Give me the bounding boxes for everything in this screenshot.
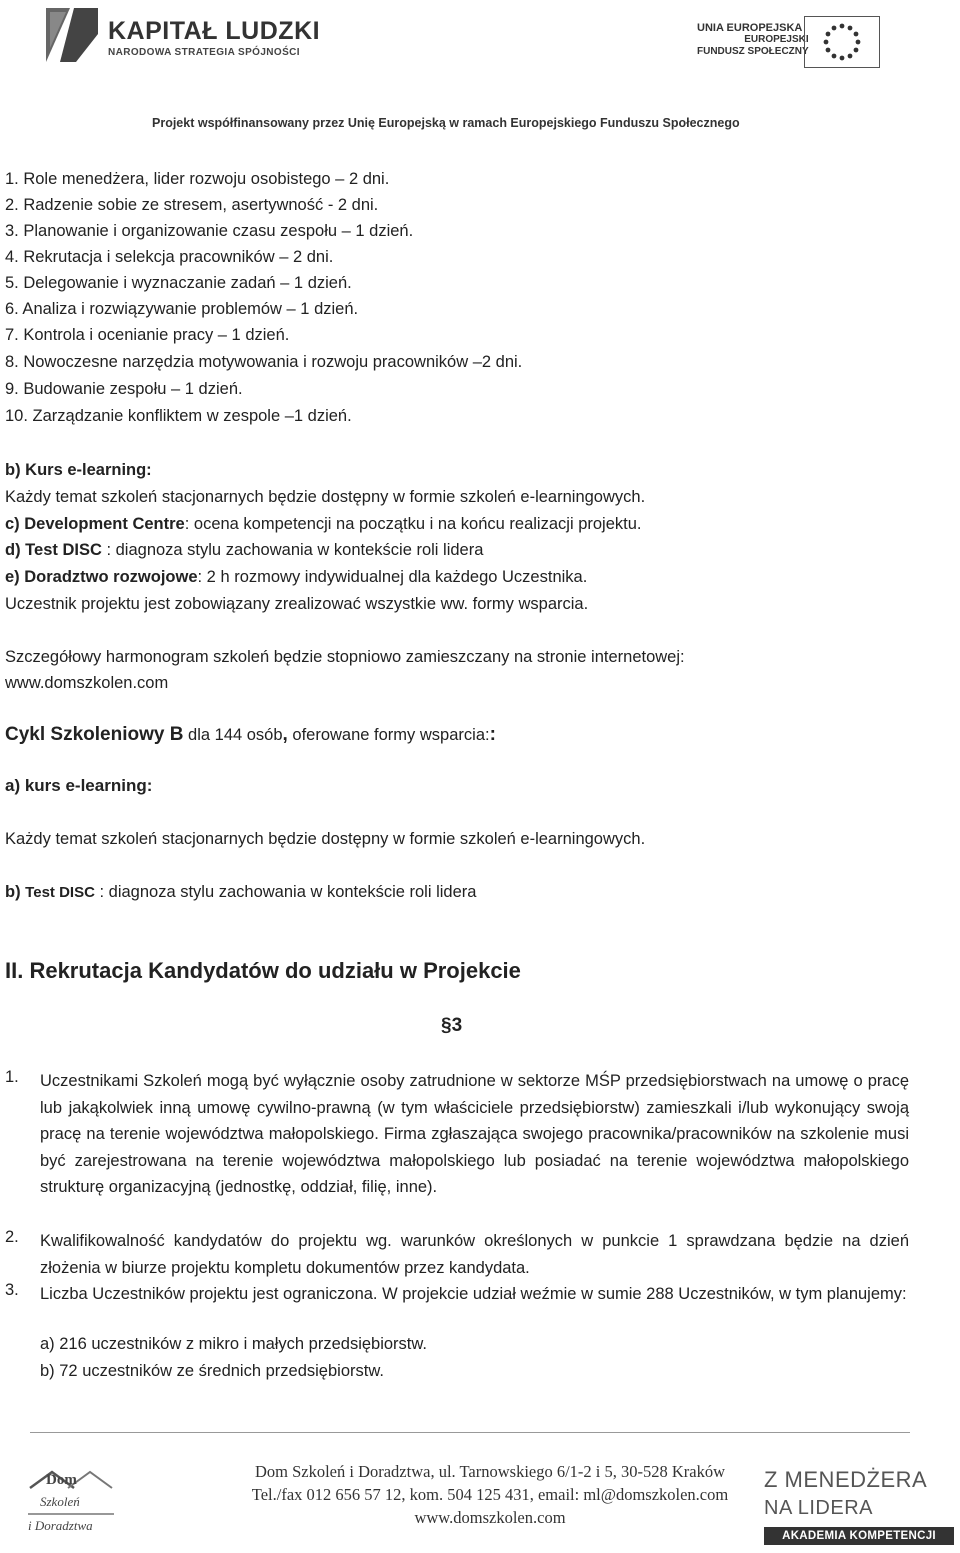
elearning-description: Każdy temat szkoleń stacjonarnych będzie dostępny w formie szkoleń e-learningowych.: [5, 488, 646, 506]
coaching-text: : 2 h rozmowy indywidualnej dla każdego Uczestnika.: [197, 568, 588, 586]
section-ii-heading: II. Rekrutacja Kandydatów do udziału w Projekcie: [5, 958, 521, 983]
website-link[interactable]: www.domszkolen.com: [5, 674, 169, 692]
topic-item: 3. Planowanie i organizowanie czasu zespołu – 1 dzień.: [5, 222, 414, 240]
cycle-b-title-comma: ,: [282, 724, 288, 745]
footer-address: Dom Szkoleń i Doradztwa, ul. Tarnowskiego 6/1-2 i 5, 30-528 Kraków: [254, 1462, 726, 1481]
test-disc-label: d) Test DISC: [5, 541, 102, 559]
coaching-line: [5, 568, 587, 587]
schedule-text: Szczegółowy harmonogram szkoleń będzie stopniowo zamieszczany na stronie internetowej:: [5, 648, 685, 666]
eu-label: [697, 22, 809, 58]
page-header: [0, 0, 960, 140]
list-item-number: 3.: [5, 1281, 19, 1299]
eu-flag-icon: [804, 16, 880, 68]
eu-label-line2: EUROPEJSKI: [744, 34, 809, 45]
paragraph-sign: §3: [441, 1015, 463, 1036]
test-disc-line: [5, 541, 483, 560]
cycle-b-title-count: dla 144 osób: [183, 726, 283, 744]
elearning-label: b) Kurs e-learning:: [5, 461, 152, 479]
kapital-ludzki-logo-icon: [40, 4, 102, 66]
cycle-b-disc-text: : diagnoza stylu zachowania w kontekście roli lidera: [94, 883, 477, 901]
cycle-b-title: [5, 724, 496, 746]
project-funding-line: Projekt współfinansowany przez Unię Europejską w ramach Europejskiego Funduszu Społecznego: [152, 116, 740, 130]
list-item-number: 2.: [5, 1228, 19, 1246]
cycle-b-disc-label: Test DISC: [25, 884, 95, 901]
list-item-text: Liczba Uczestników projektu jest ograniczona. W projekcie udział weźmie w sumie 288 Uczestników, w tym planujemy:: [40, 1285, 907, 1303]
zm-logo-line3: AKADEMIA KOMPETENCJI: [764, 1527, 954, 1545]
list-item-text: Kwalifikowalność kandydatów do projektu wg. warunków określonych w punkcie 1 sprawdzana będzie na dzień złożenia w biurze projektu kompletu dokumentów przez kandydata.: [40, 1232, 909, 1277]
development-centre-label: c) Development Centre: [5, 515, 185, 533]
eu-label-line3: FUNDUSZ SPOŁECZNY: [697, 46, 809, 57]
coaching-label: e) Doradztwo rozwojowe: [5, 568, 198, 586]
topic-item: 1. Role menedżera, lider rozwoju osobistego – 2 dni.: [5, 170, 390, 188]
footer-phone-email: Tel./fax 012 656 57 12, kom. 504 125 431, email: ml@domszkolen.com: [251, 1485, 729, 1504]
obligation-text: Uczestnik projektu jest zobowiązany zrealizować wszystkie ww. formy wsparcia.: [5, 595, 589, 613]
cycle-b-title-bold: Cykl Szkoleniowy B: [5, 724, 184, 745]
dom-logo-line2: Szkoleń: [40, 1494, 80, 1509]
cycle-b-disc-line: [5, 883, 476, 902]
topic-item: 7. Kontrola i ocenianie pracy – 1 dzień.: [5, 326, 290, 344]
footer-divider: [30, 1432, 910, 1433]
cycle-b-elearning-heading: [5, 776, 152, 796]
zm-logo-line2: NA LIDERA: [764, 1497, 873, 1519]
list-item-text: Uczestnikami Szkoleń mogą być wyłącznie osoby zatrudnione w sektorze MŚP przedsiębiorstwach na umowę o pracę lub jakąkolwiek inną umowę cywilno-prawną (w tym właściciele przedsiębiorstw) zamieszkali i/lub wykonujący swoją pracę na terenie województwa małopolskiego. Firma zgłaszająca swojego pracownika/pracowników na szkolenie musi być zarejestrowana na terenie województwa małopolskiego lub posiadać na terenie województwa małopolskiego strukturę organizacyjną (jednostkę, oddział, filię, inne).: [40, 1072, 909, 1196]
sub-item-b: b) 72 uczestników ze średnich przedsiębiorstw.: [40, 1362, 384, 1380]
cycle-b-elearning-text: Każdy temat szkoleń stacjonarnych będzie dostępny w formie szkoleń e-learningowych.: [5, 830, 646, 848]
development-centre-text: : ocena kompetencji na początku i na końcu realizacji projektu.: [184, 515, 642, 533]
zm-logo-line1: Z MENEDŻERA: [764, 1467, 928, 1492]
eu-label-line1: UNIA EUROPEJSKA: [697, 22, 803, 34]
dom-logo-line3: i Doradztwa: [28, 1518, 93, 1533]
cycle-b-title-forms: oferowane formy wsparcia:: [287, 726, 490, 744]
list-item-number: 1.: [5, 1068, 19, 1086]
topic-item: 8. Nowoczesne narzędzia motywowania i rozwoju pracowników –2 dni.: [5, 353, 523, 371]
footer-contact: [160, 1460, 820, 1529]
topic-item: 6. Analiza i rozwiązywanie problemów – 1 dzień.: [5, 300, 359, 318]
development-centre-line: [5, 515, 641, 534]
topic-item: 2. Radzenie sobie ze stresem, asertywność - 2 dni.: [5, 196, 379, 214]
footer-website[interactable]: www.domszkolen.com: [414, 1508, 566, 1527]
z-menedzera-na-lidera-logo: [762, 1455, 957, 1550]
sub-item-a: a) 216 uczestników z mikro i małych przedsiębiorstw.: [40, 1335, 427, 1353]
test-disc-text: : diagnoza stylu zachowania w kontekście roli lidera: [101, 541, 484, 559]
cycle-b-title-colon: :: [489, 724, 496, 745]
cycle-b-disc-prefix: b): [5, 883, 26, 901]
kapital-ludzki-title: KAPITAŁ LUDZKI: [108, 17, 321, 45]
dom-szkolen-logo: [22, 1450, 118, 1545]
topic-item: 5. Delegowanie i wyznaczanie zadań – 1 dzień.: [5, 274, 352, 292]
topic-item: 10. Zarządzanie konfliktem w zespole –1 dzień.: [5, 407, 352, 425]
elearning-heading: [5, 461, 152, 480]
topic-item: 9. Budowanie zespołu – 1 dzień.: [5, 380, 243, 398]
cycle-b-elearning-label: a) kurs e-learning:: [5, 776, 153, 795]
topic-item: 4. Rekrutacja i selekcja pracowników – 2 dni.: [5, 248, 334, 266]
kapital-ludzki-subtitle: NARODOWA STRATEGIA SPÓJNOŚCI: [108, 47, 300, 58]
dom-logo-line1: Dom: [46, 1472, 77, 1488]
